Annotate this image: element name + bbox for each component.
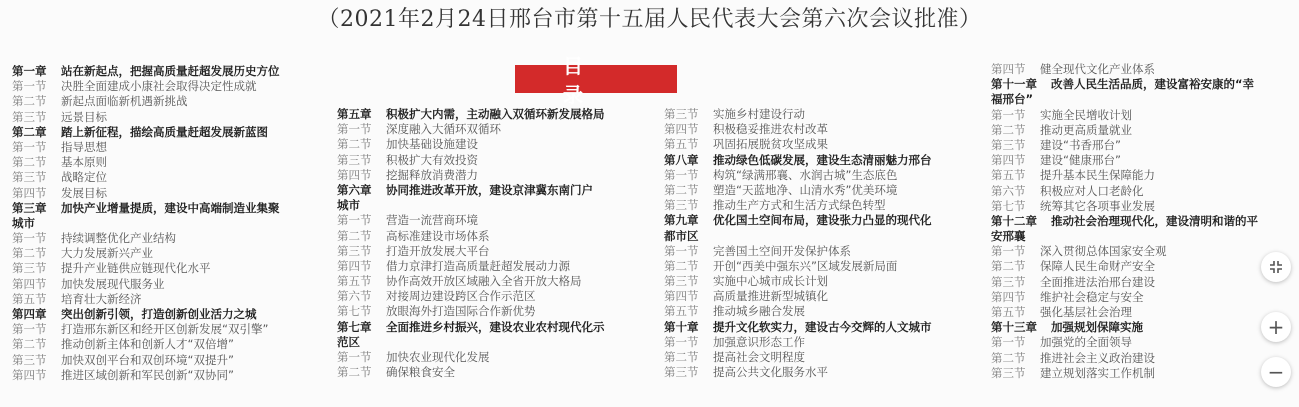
- toc-section[interactable]: [12, 79, 280, 94]
- section-title: 指导思想: [61, 139, 107, 154]
- toc-section[interactable]: [12, 140, 280, 155]
- section-title: 实施中心城市成长计划: [713, 274, 828, 289]
- section-number: 第一节: [337, 213, 372, 228]
- section-number: 第一节: [337, 350, 372, 364]
- section-number: 第一节: [337, 122, 372, 137]
- section-title: 开创“西美中强东兴”区域发展新局面: [713, 258, 898, 273]
- toc-section[interactable]: [664, 198, 932, 213]
- section-title: 实施全民增收计划: [1040, 107, 1132, 122]
- toc-chapter[interactable]: [337, 107, 605, 122]
- section-number: 第五节: [664, 137, 699, 152]
- section-number: 第五节: [12, 291, 47, 306]
- section-title: 培育壮大新经济: [61, 291, 142, 306]
- toc-chapter[interactable]: [12, 201, 280, 216]
- section-title: 战略定位: [61, 170, 107, 185]
- section-title: 借力京津打造高质量赶超发展动力源: [386, 258, 570, 273]
- toc-section[interactable]: [12, 292, 280, 307]
- section-number: 第三节: [12, 352, 47, 367]
- toc-chapter[interactable]: [991, 320, 1258, 335]
- section-number: 第六节: [991, 183, 1026, 198]
- chapter-number: 第六章: [337, 182, 372, 197]
- section-number: 第一节: [664, 167, 699, 182]
- section-number: 第四节: [12, 185, 47, 200]
- toc-section[interactable]: [664, 350, 932, 365]
- toc-section[interactable]: [991, 275, 1258, 290]
- chapter-title: 踏上新征程，描绘高质量赶超发展新蓝图: [61, 124, 268, 139]
- chapter-number: 第一章: [12, 64, 47, 78]
- section-title: 建设“健康邢台”: [1040, 153, 1121, 168]
- chapter-title-continuation[interactable]: 范区: [337, 334, 360, 349]
- section-title: 推动更高质量就业: [1040, 122, 1132, 137]
- minus-icon: −: [1267, 360, 1285, 384]
- section-title: 强化基层社会治理: [1040, 305, 1132, 319]
- section-number: 第二节: [12, 155, 47, 170]
- section-number: 第一节: [991, 335, 1026, 350]
- toc-section[interactable]: [337, 229, 605, 244]
- toc-section[interactable]: [337, 274, 605, 289]
- section-number: 第二节: [664, 258, 699, 273]
- toc-section[interactable]: [337, 350, 605, 365]
- toc-section[interactable]: [991, 351, 1258, 366]
- toc-section[interactable]: [337, 213, 605, 228]
- toc-section[interactable]: [12, 110, 280, 125]
- chapter-title: 全面推进乡村振兴，建设农业农村现代化示: [386, 319, 605, 334]
- section-title: 加快农业现代化发展: [386, 350, 490, 364]
- toc-section[interactable]: [12, 277, 280, 292]
- section-title: 深入贯彻总体国家安全观: [1040, 244, 1167, 259]
- section-number: 第二节: [664, 182, 699, 197]
- chapter-number: 第十三章: [991, 320, 1037, 335]
- toc-section[interactable]: [12, 261, 280, 276]
- chapter-title: 加快产业增量提质，建设中高端制造业集聚: [61, 200, 280, 215]
- section-title: 统筹其它各项事业发展: [1040, 198, 1155, 213]
- chapter-title: 优化国土空间布局，建设张力凸显的现代化: [713, 213, 932, 228]
- section-number: 第二节: [12, 246, 47, 261]
- chapter-number: 第七章: [337, 319, 372, 334]
- toc-section[interactable]: [337, 137, 605, 152]
- section-number: 第二节: [337, 137, 372, 152]
- toc-chapter[interactable]: [337, 320, 605, 335]
- toc-section[interactable]: [12, 170, 280, 185]
- zoom-out-button[interactable]: [1261, 357, 1291, 387]
- section-title: 深度融入大循环双循环: [386, 122, 501, 137]
- toc-column-4: [991, 62, 1258, 381]
- toc-chapter[interactable]: [664, 213, 932, 228]
- toc-section[interactable]: [991, 305, 1258, 320]
- section-title: 积极稳妥推进农村改革: [713, 122, 828, 137]
- section-number: 第一节: [12, 139, 47, 154]
- section-title: 确保粮食安全: [386, 365, 455, 380]
- section-title: 推动创新主体和创新人才“双倍增”: [61, 337, 234, 352]
- toc-section[interactable]: [664, 183, 932, 198]
- section-title: 提升基本民生保障能力: [1040, 168, 1155, 183]
- section-title: 协作高效开放区域融入全省开放大格局: [386, 274, 582, 289]
- section-number: 第三节: [991, 274, 1026, 289]
- toc-section[interactable]: [664, 365, 932, 380]
- plus-icon: +: [1267, 315, 1285, 339]
- toc-column-1: [12, 64, 280, 383]
- zoom-in-button[interactable]: [1261, 312, 1291, 342]
- toc-chapter[interactable]: [12, 125, 280, 140]
- section-number: 第四节: [664, 289, 699, 304]
- section-number: 第四节: [12, 276, 47, 291]
- toc-section[interactable]: [12, 231, 280, 246]
- section-title: 高质量推进新型城镇化: [713, 289, 828, 304]
- section-number: 第二节: [991, 259, 1026, 274]
- chapter-title: 协同推进改革开放，建设京津冀东南门户: [386, 182, 593, 197]
- section-title: 保障人民生命财产安全: [1040, 259, 1155, 274]
- toc-section[interactable]: [991, 108, 1258, 123]
- section-number: 第四节: [991, 62, 1026, 76]
- toc-section[interactable]: [991, 244, 1258, 259]
- section-title: 加快基础设施建设: [386, 137, 478, 152]
- section-title: 健全现代文化产业体系: [1040, 62, 1155, 76]
- section-title: 远景目标: [61, 109, 107, 124]
- chapter-number: 第三章: [12, 200, 47, 215]
- section-number: 第五节: [991, 305, 1026, 319]
- section-number: 第三节: [664, 198, 699, 213]
- section-title: 决胜全面建成小康社会取得决定性成就: [61, 79, 257, 94]
- toc-section[interactable]: [991, 335, 1258, 350]
- chapter-number: 第五章: [337, 107, 372, 121]
- section-title: 持续调整优化产业结构: [61, 231, 176, 246]
- section-title: 新起点面临新机遇新挑战: [61, 94, 188, 109]
- section-title: 维护社会稳定与安全: [1040, 289, 1144, 304]
- section-number: 第一节: [991, 244, 1026, 259]
- section-number: 第二节: [337, 365, 372, 380]
- section-number: 第七节: [337, 304, 372, 319]
- section-title: 全面推进法治邢台建设: [1040, 274, 1155, 289]
- toc-section[interactable]: [12, 246, 280, 261]
- chapter-title-continuation[interactable]: 福邢台”: [991, 92, 1034, 107]
- toc-column-2: [337, 107, 605, 380]
- toc-section[interactable]: [664, 107, 932, 122]
- section-number: 第六节: [337, 289, 372, 304]
- section-number: 第三节: [12, 109, 47, 124]
- toc-section[interactable]: [337, 304, 605, 319]
- section-title: 完善国土空间开发保护体系: [713, 243, 851, 258]
- section-number: 第二节: [12, 94, 47, 109]
- toc-section[interactable]: [991, 123, 1258, 138]
- toc-section[interactable]: [991, 168, 1258, 183]
- section-number: 第三节: [12, 170, 47, 185]
- section-title: 实施乡村建设行动: [713, 107, 805, 121]
- chapter-number: 第十章: [664, 319, 699, 334]
- section-number: 第四节: [664, 122, 699, 137]
- toc-section[interactable]: [337, 244, 605, 259]
- toc-section[interactable]: [12, 155, 280, 170]
- section-number: 第二节: [664, 350, 699, 364]
- toc-section[interactable]: [337, 168, 605, 183]
- section-number: 第五节: [337, 274, 372, 289]
- section-number: 第四节: [337, 167, 372, 182]
- toc-chapter[interactable]: [991, 77, 1258, 92]
- fullscreen-button[interactable]: [1261, 252, 1291, 282]
- chapter-number: 第二章: [12, 124, 47, 139]
- section-number: 第一节: [12, 231, 47, 246]
- toc-column-3: [664, 107, 932, 380]
- section-title: 构筑“绿满邢襄、水润古城”生态底色: [713, 167, 898, 182]
- section-title: 推动生产方式和生活方式绿色转型: [713, 198, 886, 213]
- toc-section[interactable]: [664, 304, 932, 319]
- chapter-number: 第八章: [664, 152, 699, 167]
- chapter-number: 第十一章: [991, 77, 1037, 92]
- section-number: 第一节: [664, 243, 699, 258]
- toc-section[interactable]: [991, 138, 1258, 153]
- section-title: 营造一流营商环境: [386, 213, 478, 228]
- collapse-icon: [1269, 260, 1283, 274]
- section-title: 对接周边建设跨区合作示范区: [386, 289, 536, 304]
- toc-section[interactable]: [664, 168, 932, 183]
- section-title: 积极应对人口老龄化: [1040, 183, 1144, 198]
- toc-title: 目 录: [515, 65, 677, 93]
- toc-section[interactable]: [664, 274, 932, 289]
- toc-chapter[interactable]: [664, 320, 932, 335]
- section-number: 第二节: [991, 122, 1026, 137]
- toc-section[interactable]: [12, 368, 280, 383]
- section-title: 巩固拓展脱贫攻坚成果: [713, 137, 828, 152]
- chapter-number: 第四章: [12, 307, 47, 321]
- section-title: 打造开放发展大平台: [386, 243, 490, 258]
- section-number: 第三节: [12, 261, 47, 276]
- toc-section[interactable]: [991, 153, 1258, 168]
- section-title: 提升产业链供应链现代化水平: [61, 261, 211, 276]
- chapter-title-continuation[interactable]: 安邢襄: [991, 229, 1026, 244]
- toc-chapter[interactable]: [337, 183, 605, 198]
- section-title: 推进区域创新和军民创新“双协同”: [61, 367, 234, 382]
- section-title: 建设“书香邢台”: [1040, 137, 1121, 152]
- toc-section[interactable]: [664, 289, 932, 304]
- toc-section[interactable]: [991, 290, 1258, 305]
- section-number: 第四节: [337, 258, 372, 273]
- toc-section[interactable]: [12, 353, 280, 368]
- chapter-title: 提升文化软实力，建设古今交辉的人文城市: [713, 319, 932, 334]
- section-title: 发展目标: [61, 185, 107, 200]
- toc-section[interactable]: [991, 184, 1258, 199]
- chapter-title: 积极扩大内需，主动融入双循环新发展格局: [386, 107, 605, 121]
- section-title: 高标准建设市场体系: [386, 228, 490, 243]
- section-title: 提高公共文化服务水平: [713, 365, 828, 380]
- chapter-title: 站在新起点，把握高质量赶超发展历史方位: [61, 64, 280, 78]
- section-number: 第三节: [337, 152, 372, 167]
- section-number: 第五节: [991, 168, 1026, 183]
- section-number: 第四节: [991, 289, 1026, 304]
- chapter-number: 第十二章: [991, 213, 1037, 228]
- section-title: 加快发展现代服务业: [61, 276, 165, 291]
- section-number: 第二节: [991, 350, 1026, 365]
- section-number: 第二节: [12, 337, 47, 352]
- toc-section[interactable]: [337, 153, 605, 168]
- section-title: 加快双创平台和双创环境“双提升”: [61, 352, 234, 367]
- section-number: 第三节: [664, 365, 699, 380]
- toc-section[interactable]: [12, 94, 280, 109]
- toc-section[interactable]: [12, 322, 280, 337]
- toc-section[interactable]: [991, 62, 1258, 77]
- toc-chapter[interactable]: [664, 153, 932, 168]
- chapter-title-continuation[interactable]: 都市区: [664, 228, 699, 243]
- section-title: 基本原则: [61, 155, 107, 170]
- section-number: 第三节: [664, 107, 699, 121]
- chapter-title: 加强规划保障实施: [1051, 320, 1143, 335]
- toc-section[interactable]: [664, 244, 932, 259]
- toc-chapter[interactable]: [12, 64, 280, 79]
- section-number: 第三节: [664, 274, 699, 289]
- toc-section[interactable]: [664, 259, 932, 274]
- section-title: 塑造“天蓝地净、山清水秀”优美环境: [713, 182, 898, 197]
- toc-section[interactable]: [664, 137, 932, 152]
- section-number: 第三节: [991, 137, 1026, 152]
- toc-section[interactable]: [991, 259, 1258, 274]
- chapter-title: 改善人民生活品质，建设富裕安康的“幸: [1051, 77, 1255, 92]
- section-title: 推进社会主义政治建设: [1040, 350, 1155, 365]
- chapter-title: 推动绿色低碳发展，建设生态清丽魅力邢台: [713, 152, 932, 167]
- section-title: 大力发展新兴产业: [61, 246, 153, 261]
- section-number: 第三节: [337, 243, 372, 258]
- section-number: 第二节: [337, 228, 372, 243]
- section-title: 积极扩大有效投资: [386, 152, 478, 167]
- chapter-title-continuation[interactable]: 城市: [12, 215, 35, 230]
- section-number: 第一节: [991, 107, 1026, 122]
- toc-section[interactable]: [337, 289, 605, 304]
- section-title: 加强意识形态工作: [713, 334, 805, 349]
- section-title: 建立规划落实工作机制: [1040, 365, 1155, 380]
- toc-section[interactable]: [12, 186, 280, 201]
- toc-section[interactable]: [337, 259, 605, 274]
- section-title: 挖掘释放消费潜力: [386, 167, 478, 182]
- toc-section[interactable]: [12, 337, 280, 352]
- section-title: 提高社会文明程度: [713, 350, 805, 364]
- section-number: 第一节: [664, 334, 699, 349]
- toc-section[interactable]: [664, 122, 932, 137]
- section-number: 第五节: [664, 304, 699, 319]
- toc-chapter[interactable]: [991, 214, 1258, 229]
- toc-section[interactable]: [337, 365, 605, 380]
- chapter-number: 第九章: [664, 213, 699, 228]
- approval-header: （2021年2月24日邢台市第十五届人民代表大会第六次会议批准）: [317, 7, 982, 32]
- chapter-title: 推动社会治理现代化，建设清明和谐的平: [1051, 213, 1258, 228]
- section-number: 第一节: [12, 322, 47, 337]
- section-number: 第七节: [991, 198, 1026, 213]
- toc-section[interactable]: [337, 122, 605, 137]
- toc-section[interactable]: [991, 366, 1258, 381]
- section-title: 推动城乡融合发展: [713, 304, 805, 319]
- toc-section[interactable]: [991, 199, 1258, 214]
- section-title: 加强党的全面领导: [1040, 335, 1132, 350]
- section-title: 放眼海外打造国际合作新优势: [386, 304, 536, 319]
- section-number: 第四节: [12, 367, 47, 382]
- section-number: 第四节: [991, 153, 1026, 168]
- section-number: 第三节: [991, 365, 1026, 380]
- toc-chapter[interactable]: [12, 307, 280, 322]
- section-number: 第一节: [12, 79, 47, 94]
- chapter-title: 突出创新引领，打造创新创业活力之城: [61, 307, 257, 321]
- toc-section[interactable]: [664, 335, 932, 350]
- chapter-title-continuation[interactable]: 城市: [337, 198, 360, 213]
- section-title: 打造邢东新区和经开区创新发展“双引擎”: [61, 322, 269, 337]
